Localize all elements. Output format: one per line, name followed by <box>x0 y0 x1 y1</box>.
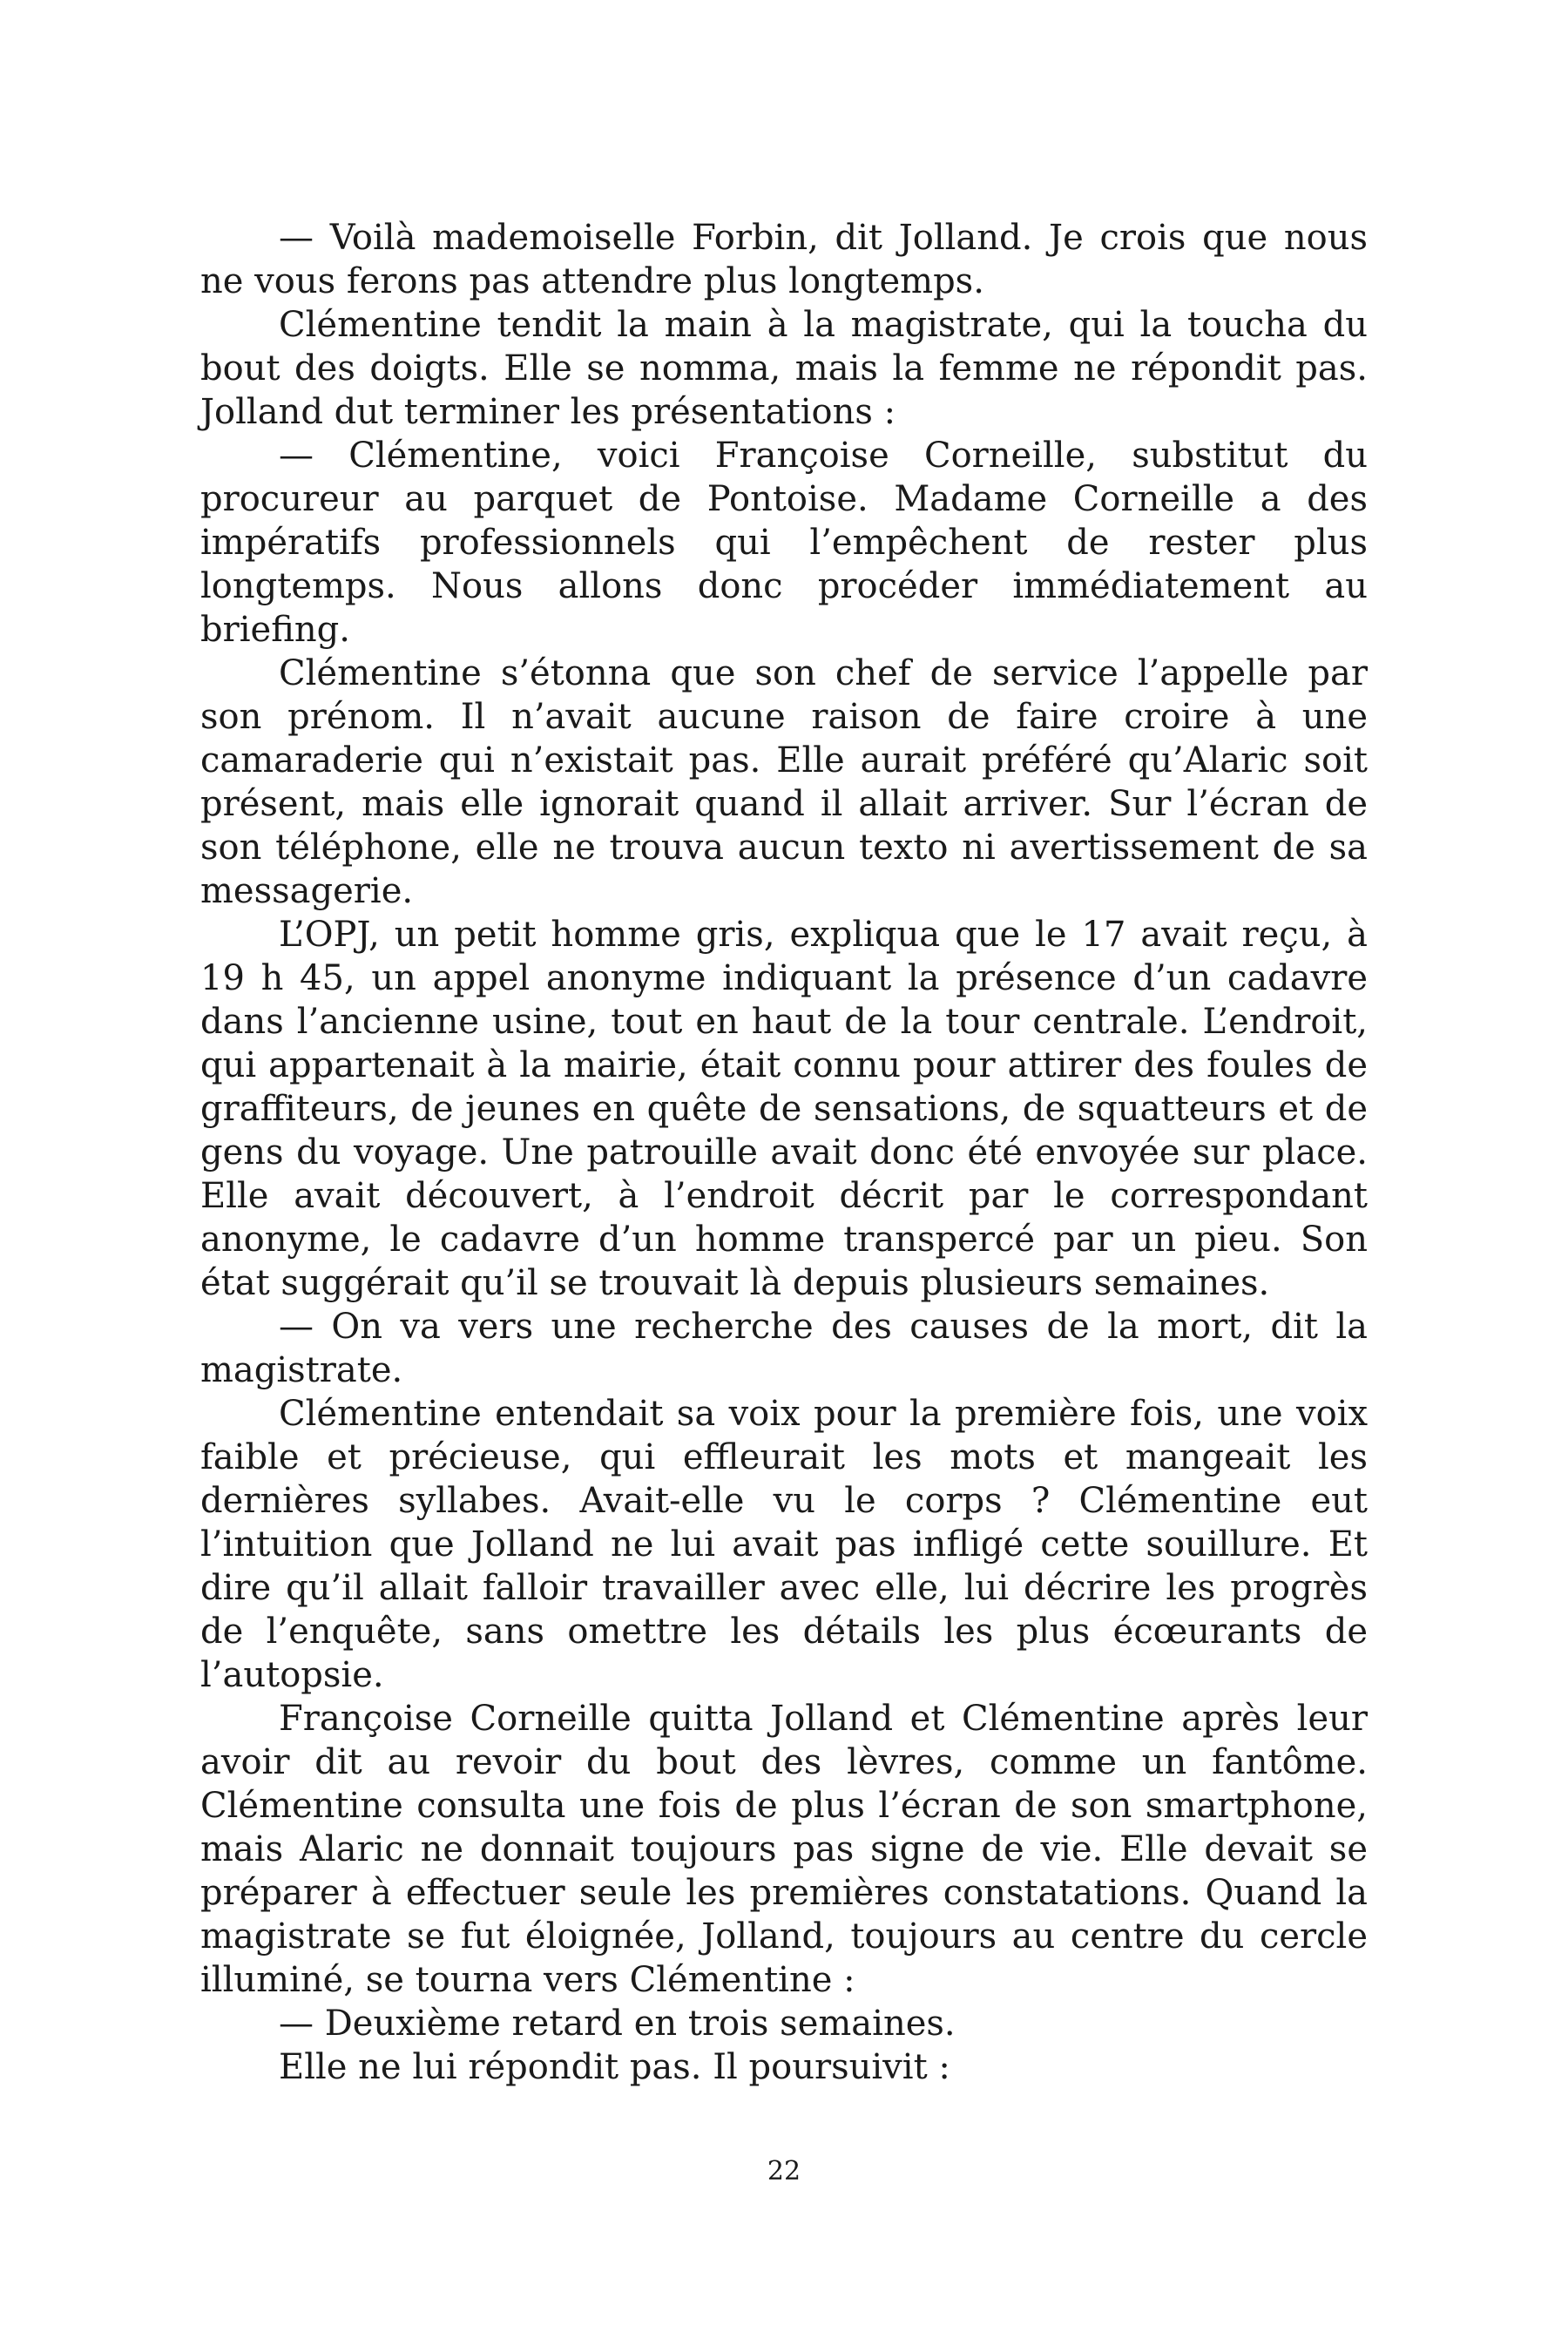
paragraph: Clémentine tendit la main à la magistrate, qui la toucha du bout des doigts. Elle se nomma, mais la femme ne répondit pas. Jolland dut terminer les présentations : <box>200 305 1368 432</box>
paragraph: Françoise Corneille quitta Jolland et Clémentine après leur avoir dit au revoir du bout des lèvres, comme un fantôme. Clémentine consulta une fois de plus l’écran de son smartphone, mais Alaric ne donnait toujours pas signe de vie. Elle devait se préparer à effectuer seule les premières constatations. Quand la magistrate se fut éloignée, Jolland, toujours au centre du cercle illuminé, se tourna vers Clémentine : <box>200 1699 1368 2000</box>
paragraph: Clémentine entendait sa voix pour la première fois, une voix faible et précieuse, qui effleurait les mots et mangeait les dernières syllabes. Avait-elle vu le corps ? Clémentine eut l’intuition que Jolland ne lui avait pas infligé cette souillure. Et dire qu’il allait falloir travailler avec elle, lui décrire les progrès de l’enquête, sans omettre les détails les plus écœurants de l’autopsie. <box>200 1394 1368 1695</box>
page-number: 22 <box>767 2156 801 2186</box>
paragraph: — Deuxième retard en trois semaines. <box>279 2004 956 2044</box>
paragraph: L’OPJ, un petit homme gris, expliqua que le 17 avait reçu, à 19 h 45, un appel anonyme indiquant la présence d’un cadavre dans l’ancienne usine, tout en haut de la tour centrale. L’endroit, qui appartenait à la mairie, était connu pour attirer des foules de graffiteurs, de jeunes en quête de sensations, de squatteurs et de gens du voyage. Une patrouille avait donc été envoyée sur place. Elle avait découvert, à l’endroit décrit par le correspondant anonyme, le cadavre d’un homme transpercé par un pieu. Son état suggérait qu’il se trouvait là depuis plusieurs semaines. <box>200 915 1368 1303</box>
paragraph: — Clémentine, voici Françoise Corneille, substitut du procureur au parquet de Pontoise. Madame Corneille a des impératifs professionnels qui l’empêchent de rester plus longtemps. Nous allons donc procéder immédiatement au briefing. <box>200 436 1368 650</box>
paragraph: Elle ne lui répondit pas. Il poursuivit : <box>279 2047 950 2087</box>
paragraph: Clémentine s’étonna que son chef de service l’appelle par son prénom. Il n’avait aucune raison de faire croire à une camaraderie qui n’existait pas. Elle aurait préféré qu’Alaric soit présent, mais elle ignorait quand il allait arriver. Sur l’écran de son téléphone, elle ne trouva aucun texto ni avertissement de sa messagerie. <box>200 653 1368 911</box>
paragraph: — On va vers une recherche des causes de la mort, dit la magistrate. <box>200 1307 1368 1390</box>
paragraph: — Voilà mademoiselle Forbin, dit Jolland. Je crois que nous ne vous ferons pas attendre plus longtemps. <box>200 218 1368 301</box>
body-text <box>200 216 1368 2089</box>
